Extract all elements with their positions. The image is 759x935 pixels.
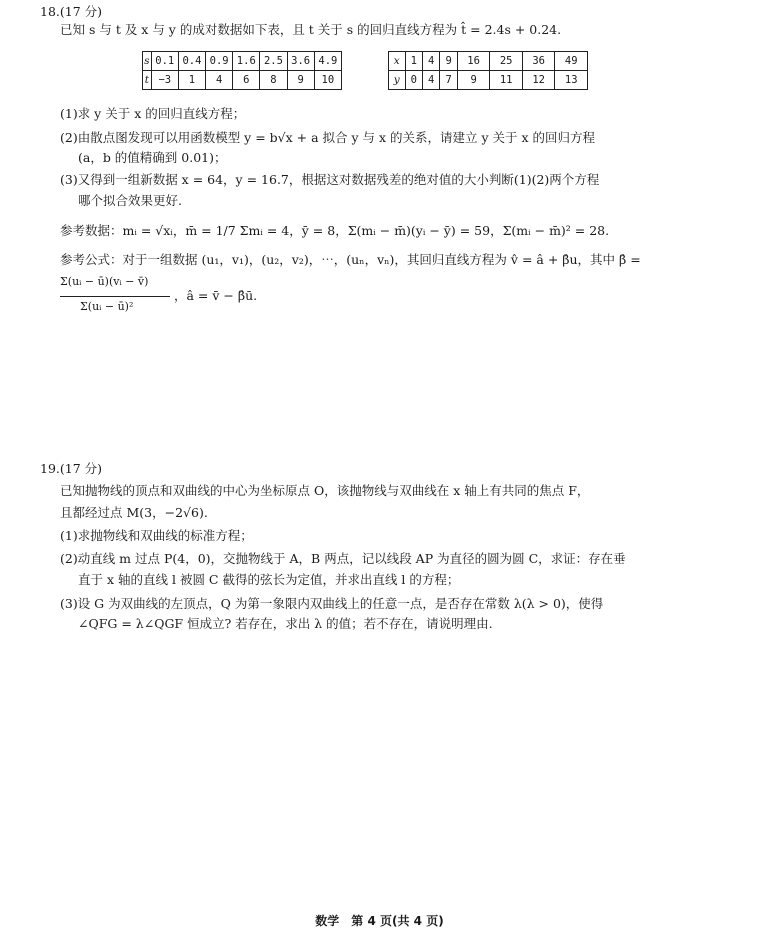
- q19-stem-line1: 已知抛物线的顶点和双曲线的中心为坐标原点 O，该抛物线与双曲线在 x 轴上有共同的焦点 F，: [60, 483, 590, 498]
- table-row: [143, 52, 342, 71]
- table-cell: 7: [440, 71, 457, 90]
- q18-reference-formula: 参考公式：对于一组数据 (u₁，v₁)，(u₂，v₂)，⋯，(uₙ，vₙ)，其回归直线方程为 v̂ = â + β̂u，其中 β̂ =: [60, 252, 641, 267]
- fraction-bar: [60, 296, 170, 297]
- table-cell: 11: [490, 71, 523, 90]
- q19-part1: (1)求抛物线和双曲线的标准方程；: [60, 528, 253, 543]
- q19-number: 19.(17 分): [40, 461, 103, 476]
- q19-part3-line2: ∠QFG = λ∠QGF 恒成立? 若存在，求出 λ 的值；若不存在，请说明理由.: [78, 616, 493, 631]
- table-cell: 25: [490, 52, 523, 71]
- table-cell: 9: [440, 52, 457, 71]
- formula-alpha-hat: ，â = v̄ − β̂ū.: [174, 288, 258, 303]
- table-cell: 8: [260, 71, 287, 90]
- q19-part2-line2: 直于 x 轴的直线 l 被圆 C 截得的弦长为定值，并求出直线 l 的方程；: [78, 572, 460, 587]
- table-cell: y: [389, 71, 406, 90]
- table-row: [389, 71, 588, 90]
- q18-part2-line1: (2)由散点图发现可以用函数模型 y = b√x + a 拟合 y 与 x 的关系，请建立 y 关于 x 的回归方程: [60, 130, 596, 145]
- q18-reference-data: 参考数据：mᵢ = √xᵢ，m̄ = 1/7 Σmᵢ = 4，ȳ = 8，Σ(mᵢ − m̄)(yᵢ − ȳ) = 59，Σ(mᵢ − m̄)² = 28.: [60, 223, 610, 238]
- q18-part3-line1: (3)又得到一组新数据 x = 64，y = 16.7，根据这对数据残差的绝对值的大小判断(1)(2)两个方程: [60, 172, 600, 187]
- table-row: [389, 52, 588, 71]
- table-cell: 1.6: [233, 52, 260, 71]
- q18-part3-line2: 哪个拟合效果更好.: [78, 193, 182, 208]
- table-x-y: [388, 51, 588, 90]
- table-cell: 10: [314, 71, 341, 90]
- table-cell: 4: [422, 52, 439, 71]
- q18-stem: 已知 s 与 t 及 x 与 y 的成对数据如下表，且 t 关于 s 的回归直线方程为 t̂ = 2.4s + 0.24.: [60, 22, 562, 37]
- page-footer: 数学 第 4 页(共 4 页): [315, 914, 444, 928]
- table-cell: s: [143, 52, 152, 71]
- table-cell: 0: [405, 71, 422, 90]
- formula-denominator: Σ(uᵢ − ū)²: [80, 300, 134, 313]
- table-cell: 0.1: [151, 52, 178, 71]
- table-cell: t: [143, 71, 152, 90]
- table-cell: 1: [405, 52, 422, 71]
- q19-part3-line1: (3)设 G 为双曲线的左顶点，Q 为第一象限内双曲线上的任意一点，是否存在常数 λ(λ > 0)，使得: [60, 596, 604, 611]
- table-cell: 36: [522, 52, 555, 71]
- table-cell: 3.6: [287, 52, 314, 71]
- table-cell: −3: [151, 71, 178, 90]
- table-cell: x: [389, 52, 406, 71]
- table-cell: 12: [522, 71, 555, 90]
- table-cell: 4: [422, 71, 439, 90]
- table-cell: 4: [206, 71, 233, 90]
- table-cell: 16: [457, 52, 490, 71]
- table-cell: 9: [457, 71, 490, 90]
- table-row: [143, 71, 342, 90]
- q18-part2-line2: (a，b 的值精确到 0.01)；: [78, 150, 227, 165]
- q19-part2-line1: (2)动直线 m 过点 P(4，0)，交抛物线于 A，B 两点，记以线段 AP 为直径的圆为圆 C，求证：存在垂: [60, 551, 626, 566]
- q19-stem-line2: 且都经过点 M(3，−2√6).: [60, 505, 208, 520]
- table-cell: 9: [287, 71, 314, 90]
- table-cell: 1: [178, 71, 205, 90]
- formula-numerator: Σ(uᵢ − ū)(vᵢ − v̄): [60, 275, 149, 288]
- table-s-t: [142, 51, 342, 90]
- table-cell: 13: [555, 71, 588, 90]
- table-cell: 0.9: [206, 52, 233, 71]
- q18-part1: (1)求 y 关于 x 的回归直线方程；: [60, 106, 246, 121]
- q18-number: 18.(17 分): [40, 4, 103, 19]
- table-cell: 6: [233, 71, 260, 90]
- table-cell: 4.9: [314, 52, 341, 71]
- table-cell: 49: [555, 52, 588, 71]
- table-cell: 0.4: [178, 52, 205, 71]
- table-cell: 2.5: [260, 52, 287, 71]
